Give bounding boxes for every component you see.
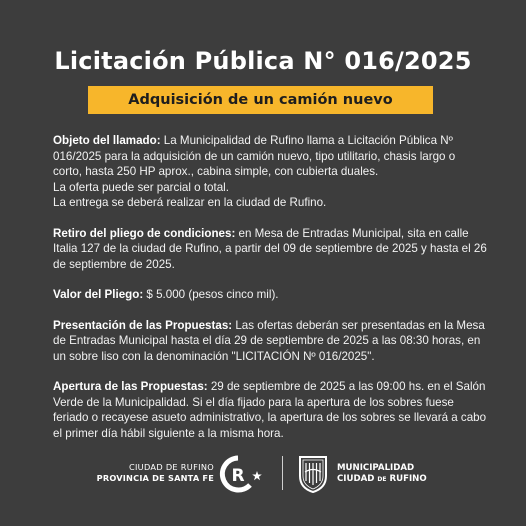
footer-divider bbox=[282, 456, 283, 490]
city-name: CIUDAD DE RUFINO bbox=[128, 462, 214, 472]
section-label: Valor del Pliego: bbox=[53, 288, 144, 301]
section-label: Objeto del llamado: bbox=[53, 134, 161, 147]
municipality-city: CIUDAD bbox=[337, 474, 378, 484]
section-text: Italia 127 de la ciudad de Rufino, a partir del 09 de septiembre de 2025 y hasta el 26 bbox=[53, 242, 487, 255]
section-text: un sobre liso con la denominación "LICITACIÓN Nº 016/2025". bbox=[53, 349, 375, 363]
section-text: 016/2025 para la adquisición de un camión nuevo, tipo utilitario, chasis largo o bbox=[53, 149, 456, 163]
section-label: Apertura de las Propuestas: bbox=[53, 380, 208, 393]
province-name: PROVINCIA DE SANTA FE bbox=[96, 473, 214, 483]
notice-body bbox=[53, 133, 487, 456]
section-objeto bbox=[53, 133, 483, 211]
section-text: de septiembre de 2025. bbox=[53, 257, 175, 271]
section-text: La oferta puede ser parcial o total. bbox=[53, 180, 229, 194]
section-text: 29 de septiembre de 2025 a las 09:00 hs. en el Salón bbox=[207, 380, 486, 393]
section-presentacion bbox=[53, 318, 483, 365]
section-text: corto, hasta 250 HP aprox., cabina simple, con cubierta duales. bbox=[53, 165, 379, 178]
section-text: feriado o recayese asueto administrativo, la apertura de los sobres se llevará a cabo bbox=[53, 411, 487, 424]
footer bbox=[0, 452, 526, 496]
municipality-name: MUNICIPALIDAD bbox=[337, 463, 415, 473]
section-text: Verde de la Municipalidad. Si el día fijado para la apertura de los sobres fuese bbox=[53, 395, 454, 409]
section-text: en Mesa de Entradas Municipal, sita en calle bbox=[235, 226, 469, 240]
municipality-rufino: RUFINO bbox=[386, 474, 427, 484]
logo-letter: R bbox=[231, 466, 245, 486]
page-title: Licitación Pública N° 016/2025 bbox=[54, 47, 472, 75]
section-text: La Municipalidad de Rufino llama a Licitación Pública Nº bbox=[160, 134, 453, 147]
section-text: $ 5.000 (pesos cinco mil). bbox=[143, 288, 279, 301]
section-label: Presentación de las Propuestas: bbox=[53, 318, 233, 332]
subtitle-banner: Adquisición de un camión nuevo bbox=[88, 86, 433, 114]
section-valor bbox=[53, 287, 483, 303]
municipal-shield-icon bbox=[297, 454, 329, 494]
section-text: Las ofertas deberán ser presentadas en la Mesa bbox=[232, 318, 485, 332]
rufino-r-logo-icon bbox=[218, 454, 264, 494]
section-text: el primer día hábil siguiente a la misma hora. bbox=[53, 426, 284, 440]
section-apertura bbox=[53, 379, 487, 441]
section-text: La entrega se deberá realizar en la ciudad de Rufino. bbox=[53, 196, 327, 209]
section-label: Retiro del pliego de condiciones: bbox=[53, 226, 236, 240]
star-icon bbox=[252, 471, 262, 480]
municipality-label bbox=[337, 463, 427, 485]
municipality-de: DE bbox=[377, 476, 387, 483]
section-text: de Entradas Municipal hasta el día 29 de septiembre de 2025 a las 08:30 horas, en bbox=[53, 334, 481, 347]
city-label bbox=[97, 462, 214, 484]
section-retiro bbox=[53, 226, 487, 273]
